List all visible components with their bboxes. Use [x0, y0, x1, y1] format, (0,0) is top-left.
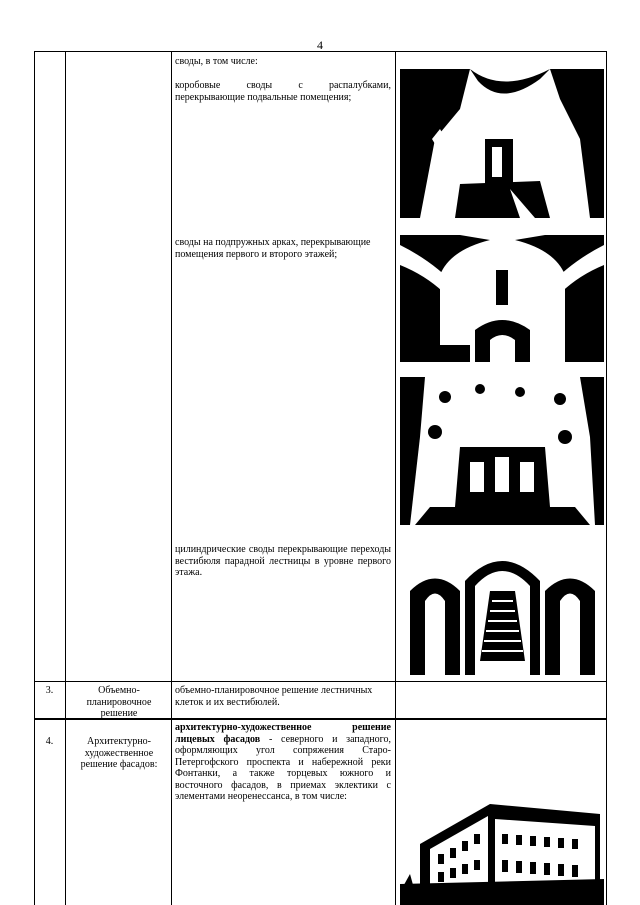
box-vaults-text: коробовые своды с распалубками, перекрывающие подвальные помещения;	[175, 80, 391, 103]
table-border-right	[606, 51, 607, 905]
cylindrical-vaults-text: цилиндрические своды перекрывающие переходы вестибюля парадной лестницы в уровне первого этажа.	[175, 544, 391, 578]
subject-of-protection-table	[34, 51, 607, 905]
arch-vaults-text: своды на подпружных арках, перекрывающие помещения первого и второго этажей;	[175, 237, 371, 260]
row-3-subject: Объемно-планировочное решение	[86, 685, 152, 719]
row-4-description-bold: архитектурно-художественное решение лицевых фасадов	[175, 722, 391, 745]
row-4-description-rest: - северного и западного, оформляющих угол сопряжения Старо-Петергофского проспекта и набережной реки Фонтанки, а также торцевых южного и восточного фасадов, в приемах эклектики с элементами неоренессанса, в том числе:	[175, 733, 391, 802]
facade-photo	[400, 784, 604, 905]
vaults-intro: своды, в том числе:	[175, 56, 258, 67]
table-border-left	[34, 51, 35, 905]
row-3-number: 3.	[45, 685, 54, 696]
column-divider-1	[65, 51, 66, 905]
row-divider-3	[34, 681, 607, 682]
row-4-description	[175, 722, 391, 803]
row-4-number: 4.	[45, 736, 54, 747]
column-divider-2	[171, 51, 172, 905]
arch-vault-photo-2	[400, 377, 604, 525]
column-divider-3	[395, 51, 396, 905]
page-number: 4	[317, 38, 323, 52]
table-border-top	[34, 51, 607, 52]
arch-vault-photo-1	[400, 235, 604, 362]
basement-vault-photo	[400, 69, 604, 218]
row-4-subject: Архитектурно-художественное решение фасадов:	[80, 736, 158, 770]
staircase-vestibule-photo	[400, 541, 604, 675]
row-3-description: объемно-планировочное решение лестничных клеток и их вестибюлей.	[175, 685, 373, 708]
